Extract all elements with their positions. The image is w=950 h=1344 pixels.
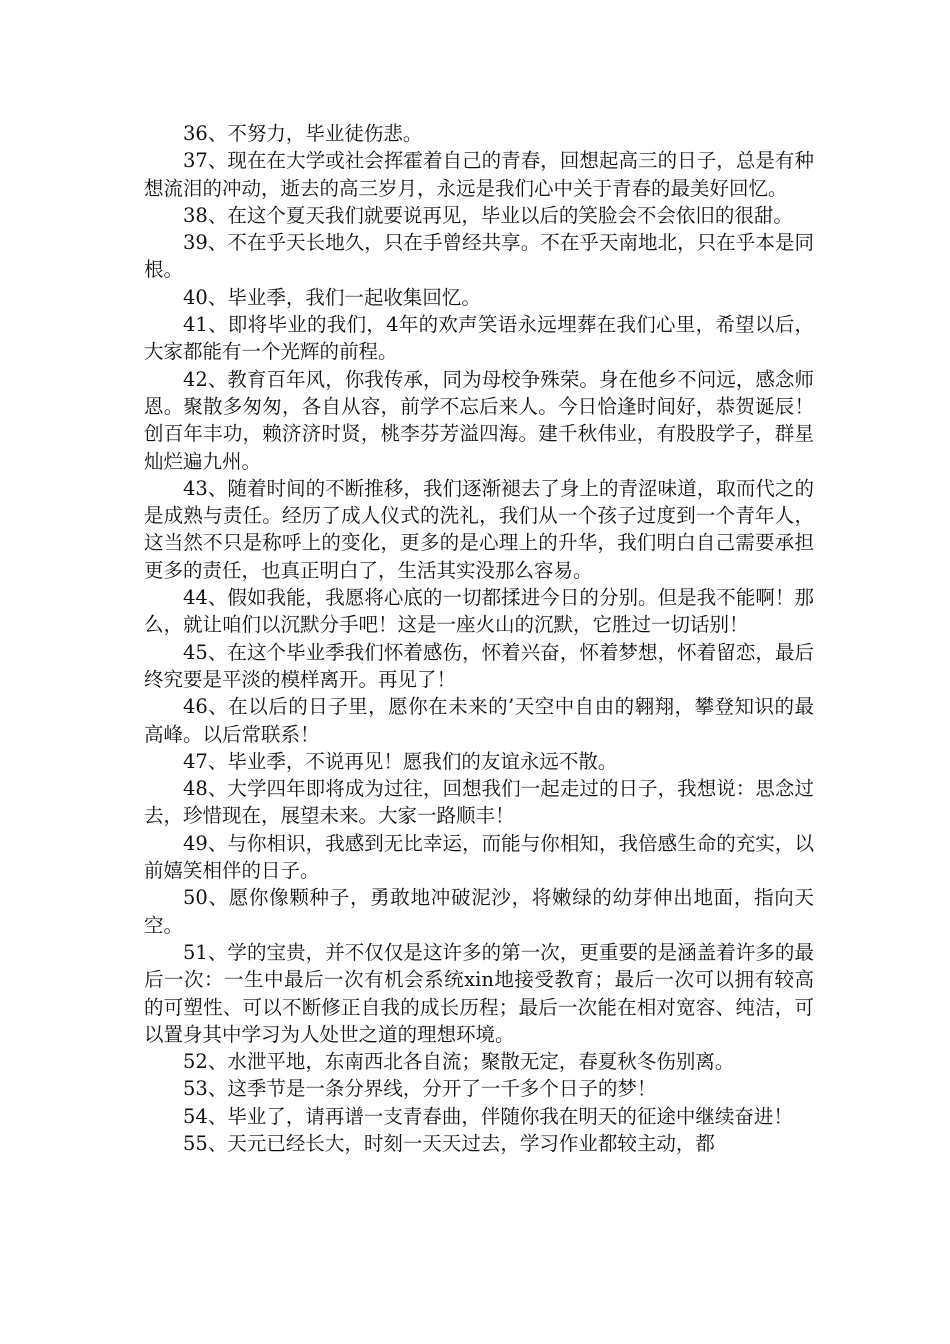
paragraph-41: 41、即将毕业的我们，4年的欢声笑语永远埋葬在我们心里，希望以后，大家都能有一个光辉的前程。 xyxy=(144,313,814,364)
paragraph-54: 54、毕业了，请再谱一支青春曲，伴随你我在明天的征途中继续奋进！ xyxy=(183,1104,793,1128)
paragraph-48: 48、大学四年即将成为过往，回想我们一起走过的日子，我想说：思念过去，珍惜现在，展望未来。大家一路顺丰！ xyxy=(144,777,814,828)
paragraph-47: 47、毕业季，不说再见！愿我们的友谊永远不散。 xyxy=(183,749,618,773)
paragraph-51: 51、学的宝贵，并不仅仅是这许多的第一次，更重要的是涵盖着许多的最后一次：一生中最后一次有机会系统xin地接受教育；最后一次可以拥有较高的可塑性、可以不断修正自我的成长历程；最后一次能在相对宽容、纯洁，可以置身其中学习为人处世之道的理想环境。 xyxy=(144,940,814,1046)
paragraph-38: 38、在这个夏天我们就要说再见，毕业以后的笑脸会不会依旧的很甜。 xyxy=(183,203,793,227)
paragraph-53: 53、这季节是一条分界线，分开了一千多个日子的梦！ xyxy=(183,1077,657,1101)
paragraph-39: 39、不在乎天长地久，只在手曾经共享。不在乎天南地北，只在乎本是同根。 xyxy=(144,231,814,282)
paragraph-52: 52、水泄平地，东南西北各自流；聚散无定，春夏秋冬伤别离。 xyxy=(183,1050,735,1074)
paragraph-50: 50、愿你像颗种子，勇敢地冲破泥沙，将嫩绿的幼芽伸出地面，指向天空。 xyxy=(144,886,814,937)
paragraph-37: 37、现在在大学或社会挥霍着自己的青春，回想起高三的日子，总是有种想流泪的冲动，逝去的高三岁月，永远是我们心中关于青春的最美好回忆。 xyxy=(144,149,814,200)
paragraph-43: 43、随着时间的不断推移，我们逐渐褪去了身上的青涩味道，取而代之的是成熟与责任。经历了成人仪式的洗礼，我们从一个孩子过度到一个青年人，这当然不只是称呼上的变化，更多的是心理上的升华，我们明白自己需要承担更多的责任，也真正明白了，生活其实没那么容易。 xyxy=(144,476,814,582)
paragraph-45: 45、在这个毕业季我们怀着感伤，怀着兴奋，怀着梦想，怀着留恋，最后终究要是平淡的模样离开。再见了！ xyxy=(144,640,814,691)
paragraph-46: 46、在以后的日子里，愿你在未来的’天空中自由的翱翔，攀登知识的最高峰。以后常联系！ xyxy=(144,695,814,746)
paragraph-36: 36、不努力，毕业徒伤悲。 xyxy=(183,122,423,145)
document-body xyxy=(144,120,814,1157)
paragraph-40: 40、毕业季，我们一起收集回忆。 xyxy=(183,285,481,309)
paragraph-55: 55、天元已经长大，时刻一天天过去，学习作业都较主动，都 xyxy=(183,1131,715,1155)
paragraph-42: 42、教育百年风，你我传承，同为母校争殊荣。身在他乡不问远，感念师恩。聚散多匆匆，各自从容，前学不忘后来人。今日恰逢时间好，恭贺诞辰！创百年丰功，赖济济时贤，桃李芬芳溢四海。建千秋伟业，有股股学子，群星灿烂遍九州。 xyxy=(144,367,814,473)
paragraph-49: 49、与你相识，我感到无比幸运，而能与你相知，我倍感生命的充实，以前嬉笑相伴的日子。 xyxy=(144,831,814,883)
paragraph-44: 44、假如我能，我愿将心底的一切都揉进今日的分别。但是我不能啊！那么，就让咱们以沉默分手吧！这是一座火山的沉默，它胜过一切话别！ xyxy=(144,586,814,637)
